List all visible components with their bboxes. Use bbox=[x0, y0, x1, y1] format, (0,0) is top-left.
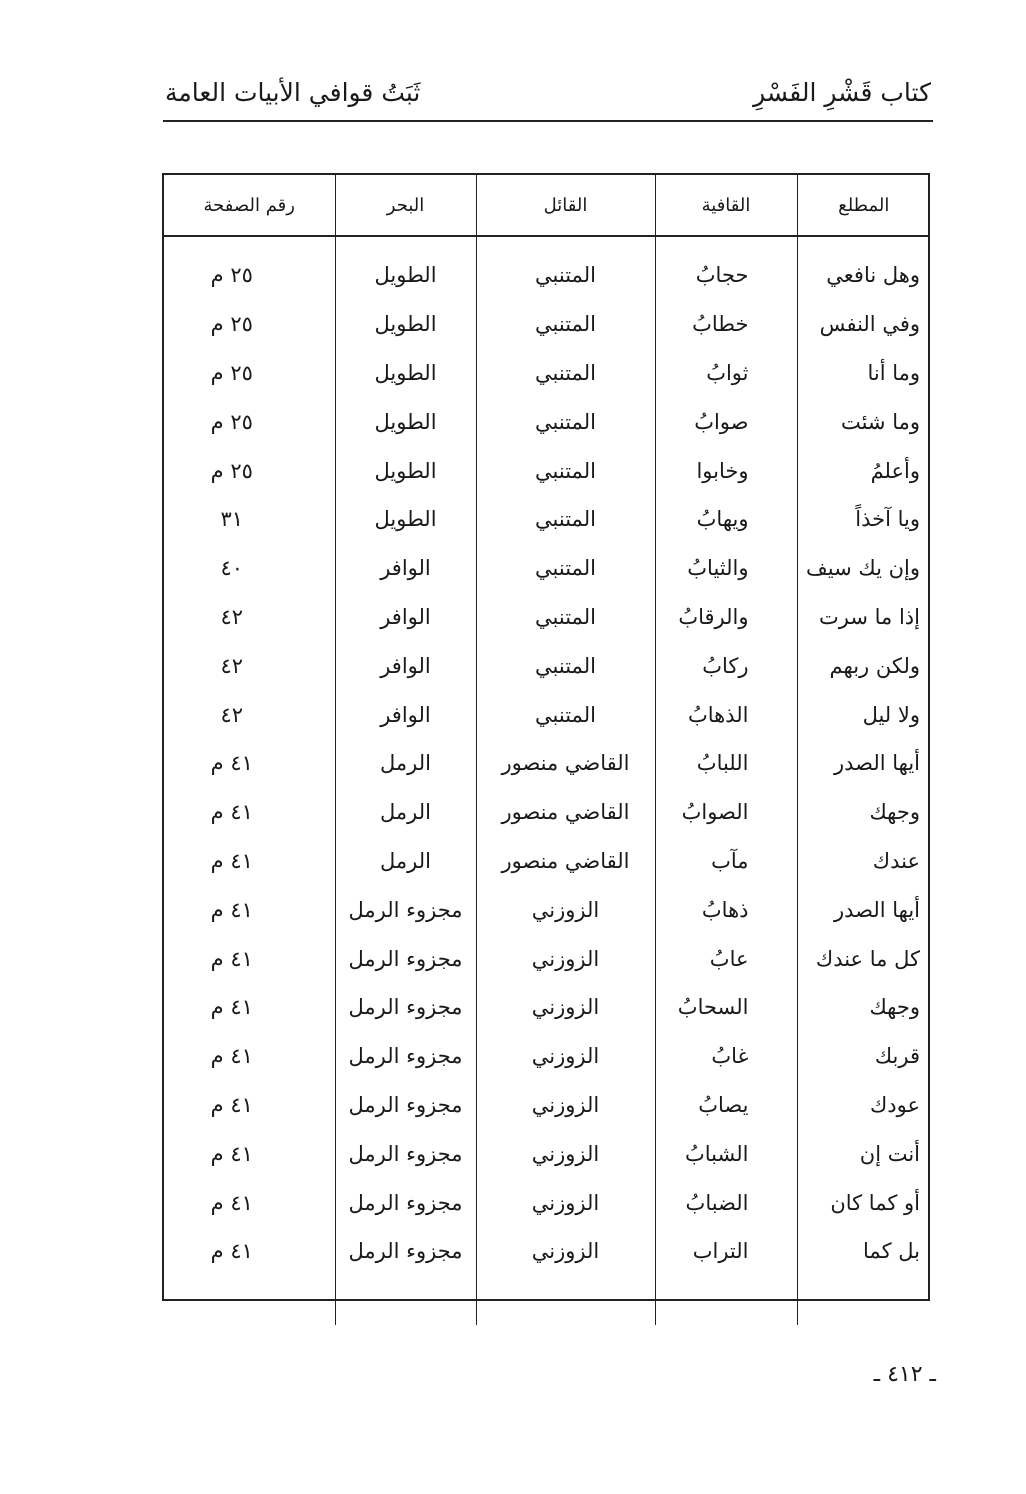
cell-qail: المتنبي bbox=[476, 446, 655, 495]
cell-qafia: وخابوا bbox=[655, 446, 797, 495]
rhyme-index-table bbox=[164, 175, 930, 1325]
cell-bahr: الرمل bbox=[335, 837, 476, 886]
cell-page: ٤١ م bbox=[210, 1190, 253, 1215]
table-row bbox=[164, 1032, 930, 1081]
table-row bbox=[164, 1178, 930, 1227]
cell-matla: بل كما bbox=[797, 1227, 930, 1276]
cell-qail: الزوزني bbox=[476, 885, 655, 934]
cell-matla: ويا آخذاً bbox=[797, 495, 930, 544]
table-row bbox=[164, 236, 930, 300]
table-row bbox=[164, 934, 930, 983]
cell-qafia: السحابُ bbox=[655, 983, 797, 1032]
cell-bahr: الوافر bbox=[335, 544, 476, 593]
table-row bbox=[164, 837, 930, 886]
cell-page: ٤٢ bbox=[220, 604, 244, 629]
cell-page: ٤٠ bbox=[220, 556, 244, 581]
table-row bbox=[164, 593, 930, 642]
cell-page: ٤١ م bbox=[210, 800, 253, 825]
cell-bahr: الطويل bbox=[335, 397, 476, 446]
cell-bahr: الرمل bbox=[335, 788, 476, 837]
column-header-page: رقم الصفحة bbox=[164, 175, 335, 236]
table-spacer-row bbox=[164, 1276, 930, 1325]
book-title: كتاب قَشْرِ الفَسْرِ bbox=[753, 78, 931, 107]
table-row bbox=[164, 690, 930, 739]
cell-qafia: عابُ bbox=[655, 934, 797, 983]
cell-matla: وهل نافعي bbox=[797, 236, 930, 300]
cell-matla: وأعلمُ bbox=[797, 446, 930, 495]
table-row bbox=[164, 300, 930, 349]
cell-page: ٤١ م bbox=[210, 751, 253, 776]
cell-qafia: ويهابُ bbox=[655, 495, 797, 544]
cell-qail: المتنبي bbox=[476, 397, 655, 446]
column-header-bahr: البحر bbox=[335, 175, 476, 236]
column-header-qafia: القافية bbox=[655, 175, 797, 236]
cell-bahr: الطويل bbox=[335, 236, 476, 300]
cell-page: ٤١ م bbox=[210, 1092, 253, 1117]
table-row bbox=[164, 397, 930, 446]
cell-page: ٤١ م bbox=[210, 897, 253, 922]
cell-bahr: الطويل bbox=[335, 446, 476, 495]
spacer-cell bbox=[476, 1276, 655, 1325]
cell-qafia: حجابُ bbox=[655, 236, 797, 300]
table-row bbox=[164, 446, 930, 495]
cell-bahr: الوافر bbox=[335, 690, 476, 739]
table-row bbox=[164, 788, 930, 837]
cell-bahr: مجزوء الرمل bbox=[335, 1032, 476, 1081]
table-row bbox=[164, 544, 930, 593]
cell-page: ٢٥ م bbox=[210, 263, 253, 288]
cell-matla: أيها الصدر bbox=[797, 739, 930, 788]
cell-qail: المتنبي bbox=[476, 544, 655, 593]
cell-bahr: الطويل bbox=[335, 349, 476, 398]
cell-matla: وفي النفس bbox=[797, 300, 930, 349]
cell-qafia: خطابُ bbox=[655, 300, 797, 349]
cell-qail: القاضي منصور bbox=[476, 837, 655, 886]
cell-matla: أيها الصدر bbox=[797, 885, 930, 934]
cell-matla: ولكن ربهم bbox=[797, 641, 930, 690]
cell-qafia: ذهابُ bbox=[655, 885, 797, 934]
page-number: ـ ٤١٢ ـ bbox=[873, 1362, 936, 1387]
cell-qafia: ثوابُ bbox=[655, 349, 797, 398]
cell-page: ٢٥ م bbox=[210, 360, 253, 385]
cell-page: ٤١ م bbox=[210, 1239, 253, 1264]
cell-matla: ولا ليل bbox=[797, 690, 930, 739]
table-row bbox=[164, 495, 930, 544]
cell-page: ٤٢ bbox=[220, 653, 244, 678]
cell-page: ٣١ bbox=[220, 507, 244, 532]
table-row bbox=[164, 349, 930, 398]
cell-bahr: الطويل bbox=[335, 300, 476, 349]
header-divider bbox=[163, 120, 933, 122]
cell-bahr: الوافر bbox=[335, 641, 476, 690]
cell-page: ٤١ م bbox=[210, 946, 253, 971]
cell-qail: الزوزني bbox=[476, 1129, 655, 1178]
cell-qail: المتنبي bbox=[476, 641, 655, 690]
cell-matla: عودك bbox=[797, 1081, 930, 1130]
cell-bahr: مجزوء الرمل bbox=[335, 934, 476, 983]
cell-matla: إذا ما سرت bbox=[797, 593, 930, 642]
cell-page: ٢٥ م bbox=[210, 409, 253, 434]
cell-qail: المتنبي bbox=[476, 690, 655, 739]
cell-qafia: الصوابُ bbox=[655, 788, 797, 837]
cell-qafia: والثيابُ bbox=[655, 544, 797, 593]
cell-qafia: التراب bbox=[655, 1227, 797, 1276]
table-row bbox=[164, 1081, 930, 1130]
cell-bahr: مجزوء الرمل bbox=[335, 1227, 476, 1276]
table-body bbox=[164, 236, 930, 1325]
cell-qail: الزوزني bbox=[476, 1081, 655, 1130]
cell-bahr: مجزوء الرمل bbox=[335, 983, 476, 1032]
cell-matla: وإن يك سيف bbox=[797, 544, 930, 593]
section-title: ثَبَتُ قوافي الأبيات العامة bbox=[165, 78, 421, 107]
cell-qail: الزوزني bbox=[476, 1178, 655, 1227]
cell-qafia: مآب bbox=[655, 837, 797, 886]
cell-qafia: يصابُ bbox=[655, 1081, 797, 1130]
cell-qafia: الشبابُ bbox=[655, 1129, 797, 1178]
cell-bahr: الوافر bbox=[335, 593, 476, 642]
table-row bbox=[164, 885, 930, 934]
table-row bbox=[164, 1129, 930, 1178]
cell-page: ٢٥ م bbox=[210, 458, 253, 483]
cell-bahr: مجزوء الرمل bbox=[335, 1178, 476, 1227]
cell-qafia: الضبابُ bbox=[655, 1178, 797, 1227]
rhyme-index-table-frame bbox=[162, 173, 930, 1301]
cell-qail: الزوزني bbox=[476, 1227, 655, 1276]
cell-qail: القاضي منصور bbox=[476, 739, 655, 788]
cell-qail: المتنبي bbox=[476, 593, 655, 642]
table-header-row bbox=[164, 175, 930, 236]
cell-qail: القاضي منصور bbox=[476, 788, 655, 837]
cell-qail: الزوزني bbox=[476, 1032, 655, 1081]
cell-qail: الزوزني bbox=[476, 983, 655, 1032]
cell-bahr: مجزوء الرمل bbox=[335, 1081, 476, 1130]
cell-matla: قربك bbox=[797, 1032, 930, 1081]
column-header-qail: القائل bbox=[476, 175, 655, 236]
cell-page: ٤١ م bbox=[210, 1141, 253, 1166]
cell-qafia: صوابُ bbox=[655, 397, 797, 446]
cell-matla: وما أنا bbox=[797, 349, 930, 398]
column-header-matla: المطلع bbox=[797, 175, 930, 236]
cell-qafia: والرقابُ bbox=[655, 593, 797, 642]
cell-page: ٢٥ م bbox=[210, 312, 253, 337]
cell-page: ٤١ م bbox=[210, 848, 253, 873]
cell-qail: المتنبي bbox=[476, 236, 655, 300]
cell-qail: المتنبي bbox=[476, 349, 655, 398]
spacer-cell bbox=[797, 1276, 930, 1325]
cell-matla: أنت إن bbox=[797, 1129, 930, 1178]
cell-qail: الزوزني bbox=[476, 934, 655, 983]
cell-qafia: غابُ bbox=[655, 1032, 797, 1081]
cell-page: ٤١ م bbox=[210, 1044, 253, 1069]
table-row bbox=[164, 983, 930, 1032]
cell-matla: أو كما كان bbox=[797, 1178, 930, 1227]
cell-page: ٤١ م bbox=[210, 995, 253, 1020]
table-row bbox=[164, 1227, 930, 1276]
spacer-cell bbox=[335, 1276, 476, 1325]
cell-bahr: الطويل bbox=[335, 495, 476, 544]
cell-qafia: الذهابُ bbox=[655, 690, 797, 739]
cell-matla: وجهك bbox=[797, 788, 930, 837]
cell-matla: وجهك bbox=[797, 983, 930, 1032]
cell-qafia: اللبابُ bbox=[655, 739, 797, 788]
table-row bbox=[164, 641, 930, 690]
cell-matla: عندك bbox=[797, 837, 930, 886]
cell-qail: المتنبي bbox=[476, 495, 655, 544]
cell-matla: وما شئت bbox=[797, 397, 930, 446]
cell-matla: كل ما عندك bbox=[797, 934, 930, 983]
cell-qail: المتنبي bbox=[476, 300, 655, 349]
table-row bbox=[164, 739, 930, 788]
cell-bahr: مجزوء الرمل bbox=[335, 885, 476, 934]
spacer-cell bbox=[655, 1276, 797, 1325]
cell-bahr: مجزوء الرمل bbox=[335, 1129, 476, 1178]
cell-qafia: ركابُ bbox=[655, 641, 797, 690]
cell-page: ٤٢ bbox=[220, 702, 244, 727]
spacer-cell bbox=[164, 1276, 335, 1325]
cell-bahr: الرمل bbox=[335, 739, 476, 788]
